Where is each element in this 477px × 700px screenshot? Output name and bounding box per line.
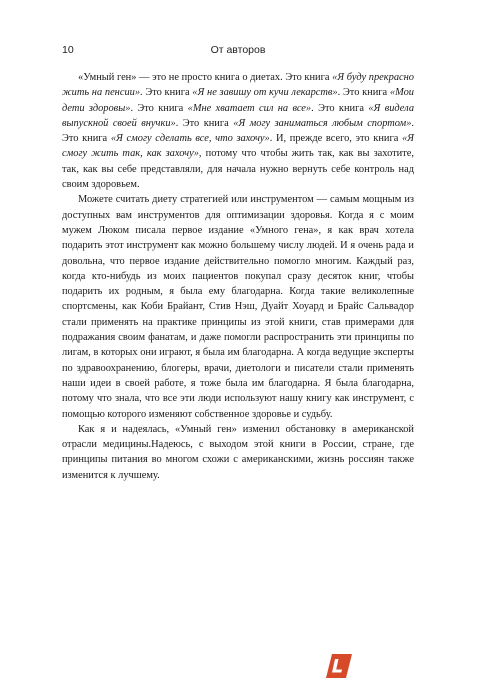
paragraph [62, 70, 414, 192]
text-run: Как я и надеялась, «Умный ген» изменил обстановку в американской отрасли медицины.Надеюсь, с выходом этой книги в России, стране, где принципы питания во многом схожи с американскими, жизнь россиян также изменится к лучшему. [62, 423, 414, 481]
paragraph [62, 422, 414, 483]
text-run: . Это книга [140, 87, 193, 99]
quoted-phrase: «Я не завишу от кучи лекарств» [192, 87, 338, 99]
publisher-logo-svg [326, 654, 352, 678]
quoted-phrase: «Я могу заниматься любым спортом» [233, 117, 412, 129]
text-run: «Умный ген» — это не просто книга о диетах. Это книга [78, 72, 333, 83]
text-run: Можете считать диету стратегией или инструментом — самым мощным из доступных вам инструментов для оптимизации здоровья. Когда я с моим мужем Люком писала первое издание «Умного гена», я как врач хотела подарить этот инструмент как можно большему числу людей. И я очень рада и довольна, что первое издание действительно помогло многим. Каждый раз, когда кто-нибудь из моих пациентов покупал сразу десяток книг, чтобы подарить их родным, я была ему благодарна. Когда такие великолепные спортсмены, как Коби Брайант, Стив Нэш, Дуайт Хоуард и Брайс Сальвадор стали применять на практике принципы из этой книги, став примерами для подражания своим фанатам, и даже помогли распространить эти принципы по лигам, в которых они играют, я была им благодарна. А когда ведущие эксперты по здравоохранению, блогеры, врачи, диетологи и писатели стали применять наши идеи в своей работе, я тоже была им благодарна. Я была благодарна, потому что знала, что все эти люди используют нашу книгу как инструмент, с помощью которого изменяют собственное здоровье и судьбу. [62, 194, 414, 420]
page-number: 10 [62, 44, 74, 56]
text-run: . Это книга [337, 87, 390, 99]
quoted-phrase: «Мне хватает сил на все» [187, 102, 312, 114]
quoted-phrase: «Я смогу жить так, как захочу» [62, 133, 415, 160]
quoted-phrase: «Я видела выпускной своей внучки» [62, 102, 415, 129]
text-run: , потому что чтобы жить так, как вы захотите, так, как вы себе представляли, для начала нужно вернуть себе контроль над своим здоровьем. [62, 148, 414, 191]
text-run: . Это книга [311, 102, 369, 114]
text-run: . Это книга [175, 117, 234, 129]
quoted-phrase: «Мои дети здоровы» [62, 87, 414, 114]
publisher-logo-icon [326, 654, 352, 678]
paragraph [62, 192, 414, 421]
text-run: . Это книга [62, 117, 414, 145]
quoted-phrase: «Я смогу сделать все, что захочу» [110, 133, 270, 145]
body-text [62, 70, 414, 483]
quoted-phrase: «Я буду прекрасно жить на пенсии» [62, 72, 414, 99]
section-title: От авторов [210, 44, 266, 56]
text-run: . Это книга [130, 102, 188, 114]
text-run: . И, прежде всего, это книга [269, 133, 402, 145]
logo-shape [326, 654, 352, 678]
